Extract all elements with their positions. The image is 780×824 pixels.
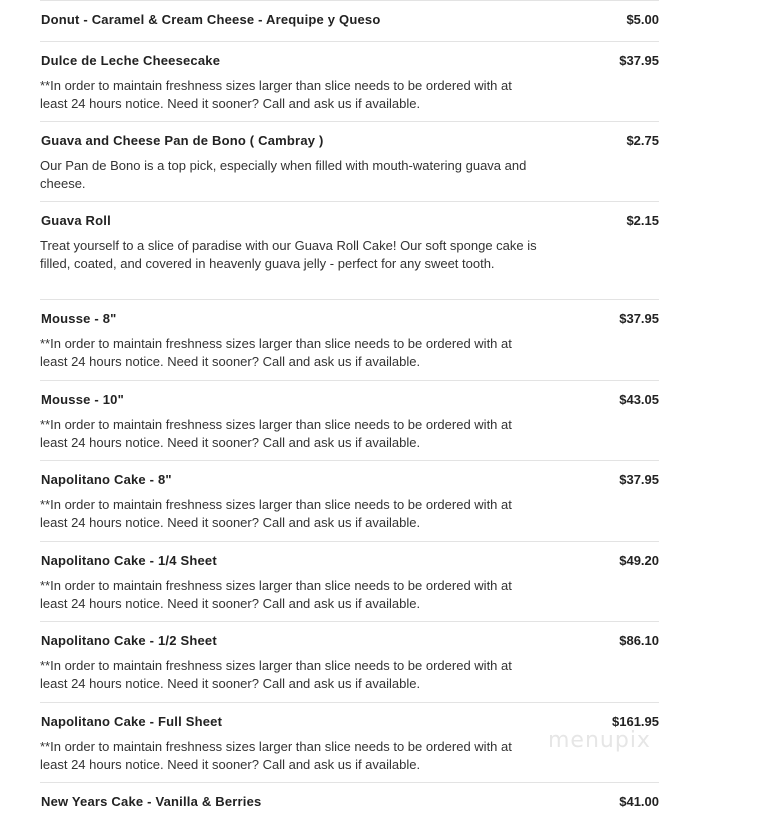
menu-item (40, 541, 659, 621)
menu-item (40, 782, 659, 822)
item-price: $37.95 (619, 311, 659, 326)
item-name: Napolitano Cake - 1/4 Sheet (41, 553, 217, 568)
item-price: $161.95 (612, 714, 659, 729)
menu-item (40, 460, 659, 541)
item-description: **In order to maintain freshness sizes larger than slice needs to be ordered with at least 24 hours notice. Need it sooner? Call and ask us if available. (40, 336, 512, 369)
item-price: $2.15 (626, 213, 659, 228)
item-name: Guava Roll (41, 213, 111, 228)
item-price: $49.20 (619, 553, 659, 568)
menupix-watermark: menupix (548, 728, 651, 753)
item-description: **In order to maintain freshness sizes larger than slice needs to be ordered with at least 24 hours notice. Need it sooner? Call and ask us if available. (40, 497, 512, 530)
item-price: $2.75 (626, 133, 659, 148)
item-name: Guava and Cheese Pan de Bono ( Cambray ) (41, 133, 324, 148)
menu-list (40, 0, 659, 822)
menu-item (40, 299, 659, 380)
item-description: **In order to maintain freshness sizes larger than slice needs to be ordered with at least 24 hours notice. Need it sooner? Call and ask us if available. (40, 417, 512, 450)
item-name: Napolitano Cake - 1/2 Sheet (41, 633, 217, 648)
item-description: **In order to maintain freshness sizes larger than slice needs to be ordered with at least 24 hours notice. Need it sooner? Call and ask us if available. (40, 739, 512, 772)
item-name: Donut - Caramel & Cream Cheese - Arequipe y Queso (41, 12, 381, 27)
item-price: $5.00 (626, 12, 659, 27)
item-name: Dulce de Leche Cheesecake (41, 53, 221, 68)
item-name: New Years Cake - Vanilla & Berries (41, 794, 262, 809)
menu-item (40, 380, 659, 460)
menu-item (40, 121, 659, 201)
item-description: Treat yourself to a slice of paradise with our Guava Roll Cake! Our soft sponge cake is filled, coated, and covered in heavenly guava jelly - perfect for any sweet tooth. (40, 238, 537, 271)
menu-item (40, 621, 659, 702)
item-name: Mousse - 8" (41, 311, 117, 326)
item-name: Napolitano Cake - Full Sheet (41, 714, 223, 729)
menu-item (40, 0, 659, 41)
item-description: **In order to maintain freshness sizes larger than slice needs to be ordered with at least 24 hours notice. Need it sooner? Call and ask us if available. (40, 78, 512, 111)
item-name: Napolitano Cake - 8" (41, 472, 172, 487)
item-price: $86.10 (619, 633, 659, 648)
menu-item (40, 41, 659, 121)
item-price: $41.00 (619, 794, 659, 809)
item-price: $37.95 (619, 472, 659, 487)
item-description: **In order to maintain freshness sizes larger than slice needs to be ordered with at least 24 hours notice. Need it sooner? Call and ask us if available. (40, 658, 512, 691)
item-description: Our Pan de Bono is a top pick, especially when filled with mouth-watering guava and cheese. (40, 158, 527, 191)
item-name: Mousse - 10" (41, 392, 124, 407)
item-description: **In order to maintain freshness sizes larger than slice needs to be ordered with at least 24 hours notice. Need it sooner? Call and ask us if available. (40, 578, 512, 611)
item-price: $43.05 (619, 392, 659, 407)
item-price: $37.95 (619, 53, 659, 68)
menu-item (40, 201, 659, 299)
